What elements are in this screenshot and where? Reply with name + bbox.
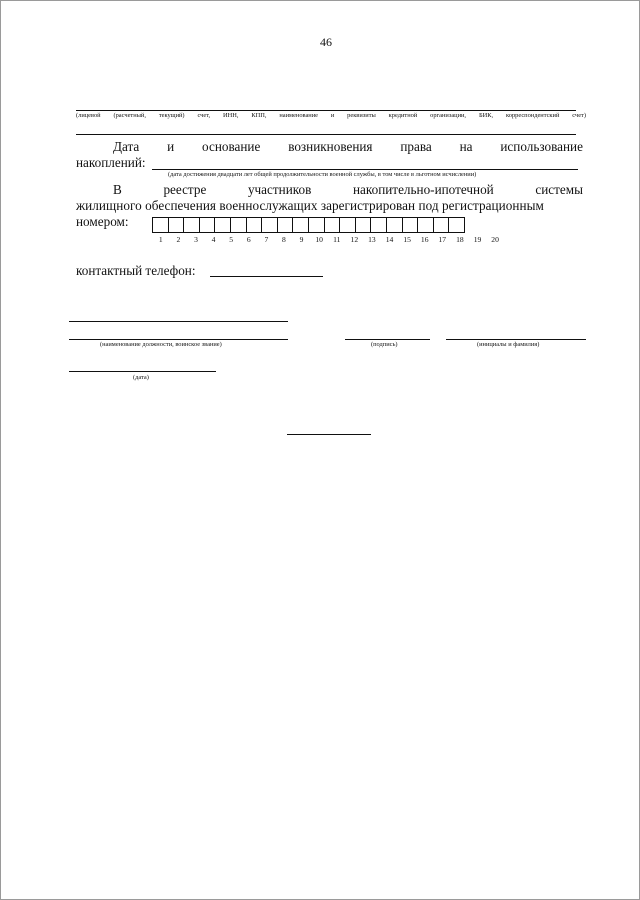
registration-number-cell[interactable]	[277, 217, 294, 233]
registration-number-digits	[152, 235, 504, 244]
position-line-1[interactable]	[69, 321, 288, 322]
accumulation-word: возникновения	[288, 139, 373, 154]
account-caption-word: счет,	[197, 112, 211, 119]
registration-cell-number: 7	[264, 235, 269, 244]
registration-cell-number: 13	[368, 235, 376, 244]
name-line[interactable]	[446, 339, 586, 340]
registration-cell-number: 11	[333, 235, 341, 244]
registration-cell-number: 18	[456, 235, 464, 244]
account-caption-word: ИНН,	[223, 112, 239, 119]
end-separator	[287, 434, 371, 435]
registration-cell-number: 17	[438, 235, 447, 244]
registration-cell-number: 20	[491, 235, 499, 244]
account-caption-word: КПП,	[251, 112, 267, 119]
registration-number-cell[interactable]	[183, 217, 200, 233]
accumulation-word: основание	[202, 139, 261, 154]
accumulation-word: Дата	[113, 139, 140, 154]
registration-number-cell[interactable]	[308, 217, 325, 233]
account-caption-word: БИК,	[478, 112, 494, 119]
position-caption: (наименование должности, воинское звание)	[100, 341, 222, 348]
registration-number-cell[interactable]	[448, 217, 465, 233]
account-caption-word: реквизиты	[347, 112, 376, 119]
registration-number-cell[interactable]	[339, 217, 356, 233]
registration-number-cell[interactable]	[324, 217, 341, 233]
signature-line[interactable]	[345, 339, 430, 340]
registration-cell-number: 15	[403, 235, 411, 244]
account-line-2[interactable]	[76, 134, 576, 135]
registration-number-cell[interactable]	[246, 217, 263, 233]
registration-cell-number: 5	[229, 235, 234, 244]
registration-number-cell[interactable]	[386, 217, 403, 233]
accumulation-word: использование	[500, 139, 583, 154]
contact-phone-label: контактный телефон:	[76, 263, 196, 278]
registry-word: В	[113, 182, 122, 197]
date-line[interactable]	[69, 371, 216, 372]
registration-cell-number: 12	[350, 235, 359, 244]
accumulation-word: права	[400, 139, 432, 154]
accumulation-caption: (дата достижения двадцати лет общей продолжительности военной службы, в том числе в льготном исчислении)	[168, 171, 477, 178]
account-caption-word: текущий)	[158, 112, 185, 119]
registration-number-cell[interactable]	[152, 217, 169, 233]
registration-cell-number: 9	[299, 235, 304, 244]
registry-word: системы	[535, 182, 583, 197]
accumulation-word: на	[459, 139, 473, 154]
registration-number-cell[interactable]	[292, 217, 309, 233]
registration-number-cell[interactable]	[168, 217, 185, 233]
registration-number-cell[interactable]	[370, 217, 387, 233]
registration-number-cell[interactable]	[355, 217, 372, 233]
accumulation-line-2-label: накоплений:	[76, 155, 146, 170]
account-caption	[76, 112, 586, 119]
registration-number-cell[interactable]	[230, 217, 247, 233]
registration-number-cells	[152, 217, 464, 233]
account-caption-word: наименование	[279, 112, 318, 119]
registry-line-3: номером:	[76, 214, 129, 229]
name-caption: (инициалы и фамилия)	[477, 341, 540, 348]
registration-number-cell[interactable]	[261, 217, 278, 233]
page-number: 46	[320, 35, 332, 49]
accumulation-word: и	[167, 139, 175, 154]
registration-cell-number: 2	[176, 235, 181, 244]
registration-number-cell[interactable]	[417, 217, 434, 233]
account-line[interactable]	[76, 110, 576, 111]
registration-number-cell[interactable]	[433, 217, 450, 233]
registration-cell-number: 3	[194, 235, 198, 244]
account-caption-word: и	[330, 112, 335, 119]
position-line-2[interactable]	[69, 339, 288, 340]
accumulation-date-line[interactable]	[152, 169, 578, 170]
registration-number-cell[interactable]	[199, 217, 216, 233]
registration-cell-number: 1	[158, 235, 163, 244]
registry-line-2: жилищного обеспечения военнослужащих зарегистрирован под регистрационным	[76, 198, 544, 213]
account-caption-word: (расчетный,	[113, 112, 146, 119]
registration-number-cell[interactable]	[214, 217, 231, 233]
account-caption-word: организации,	[430, 112, 467, 119]
registration-cell-number: 16	[420, 235, 429, 244]
accumulation-line-1	[113, 138, 583, 155]
registration-cell-number: 10	[315, 235, 323, 244]
account-caption-word: кредитной	[388, 112, 418, 119]
registration-cell-number: 14	[385, 235, 394, 244]
registry-word: реестре	[163, 182, 207, 197]
registration-cell-number: 4	[211, 235, 216, 244]
registry-word: накопительно-ипотечной	[352, 182, 494, 197]
account-caption-word: корреспондентский	[505, 112, 560, 119]
registry-line-1	[113, 181, 583, 198]
registration-number-cell[interactable]	[402, 217, 419, 233]
registration-cell-number: 19	[473, 235, 482, 244]
signature-caption: (подпись)	[371, 341, 398, 348]
contact-phone-line[interactable]	[210, 276, 323, 277]
registration-cell-number: 6	[246, 235, 251, 244]
registry-word: участников	[247, 182, 312, 197]
date-caption: (дата)	[133, 374, 149, 381]
account-caption-word: счет)	[572, 112, 586, 119]
registration-cell-number: 8	[282, 235, 286, 244]
account-caption-word: (лицевой	[76, 112, 101, 119]
